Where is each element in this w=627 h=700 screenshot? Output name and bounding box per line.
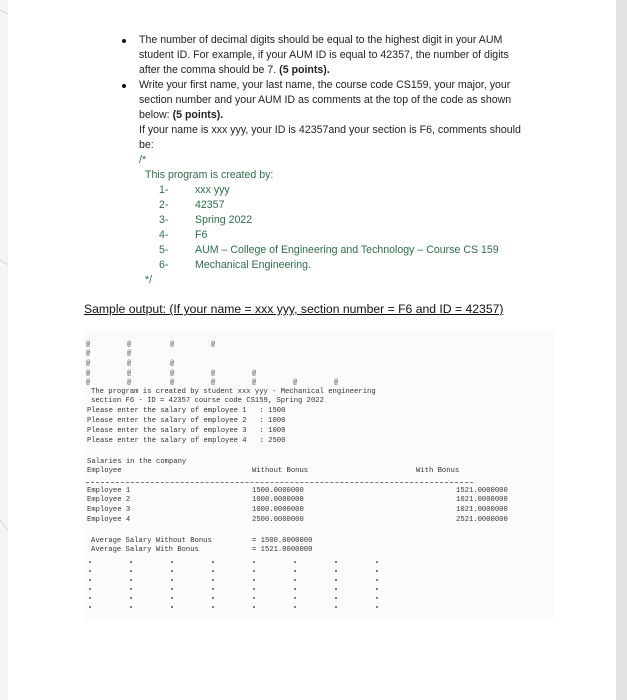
dot-mark <box>253 597 255 599</box>
comment-list <box>139 183 550 273</box>
avg-without-label: Average Salary Without Bonus <box>91 537 212 545</box>
bullet-dot-icon <box>122 84 126 88</box>
instructions <box>122 33 550 288</box>
at-symbol: @ <box>252 370 257 378</box>
dot-mark <box>130 579 132 581</box>
dot-mark <box>294 579 296 581</box>
avg-without-value: = 1500.0000000 <box>252 537 313 545</box>
dot-mark <box>253 606 255 608</box>
dot-mark <box>335 588 337 590</box>
dot-mark <box>171 597 173 599</box>
comment-item-num: 3- <box>159 214 169 226</box>
salaries-title: Salaries in the company <box>87 458 187 466</box>
dot-mark <box>376 579 378 581</box>
bullet-line: The number of decimal digits should be equal to the highest digit in your AUM <box>139 34 503 46</box>
dot-mark <box>89 570 91 572</box>
example-intro: If your name is xxx yyy, your ID is 42357and your section is F6, comments should <box>139 124 521 136</box>
bullet-line: Write your first name, your last name, the course code CS159, your major, your <box>139 79 511 91</box>
at-symbol: @ <box>127 379 132 387</box>
at-symbol: @ <box>334 379 339 387</box>
at-symbol: @ <box>127 360 132 368</box>
row-with-bonus: 1021.0000000 <box>456 496 508 504</box>
dot-mark <box>171 588 173 590</box>
comment-item <box>159 258 550 273</box>
comment-close: */ <box>145 274 153 286</box>
comment-item-num: 6- <box>159 259 169 271</box>
console-prompt: Please enter the salary of employee 4 : 2500 <box>87 437 286 445</box>
dot-mark <box>89 588 91 590</box>
at-symbol: @ <box>252 379 257 387</box>
comment-item <box>159 228 550 243</box>
comment-open: /* <box>139 154 147 166</box>
comment-item-text: 42357 <box>195 199 225 211</box>
comment-item <box>159 213 550 228</box>
console-header-2: section F6 - ID = 42357 course code CS159, Spring 2022 <box>91 397 324 405</box>
at-symbol: @ <box>86 379 91 387</box>
row-without-bonus: 1000.0000000 <box>252 496 304 504</box>
dot-mark <box>130 597 132 599</box>
at-symbol: @ <box>127 341 132 349</box>
row-with-bonus: 1021.0000000 <box>456 506 508 514</box>
comment-item-num: 1- <box>159 184 169 196</box>
dot-mark <box>89 606 91 608</box>
console-prompt: Please enter the salary of employee 3 : 1000 <box>87 427 286 435</box>
dot-mark <box>294 570 296 572</box>
dot-mark <box>89 597 91 599</box>
at-symbol: @ <box>86 350 91 358</box>
points-label: (5 points). <box>279 64 330 76</box>
row-without-bonus: 2500.0000000 <box>252 516 304 524</box>
comment-header: This program is created by: <box>145 169 274 181</box>
dot-mark <box>171 570 173 572</box>
dot-mark <box>130 606 132 608</box>
row-employee-name: Employee 1 <box>87 487 131 495</box>
row-employee-name: Employee 2 <box>87 496 131 504</box>
comment-item-num: 4- <box>159 229 169 241</box>
console-screenshot <box>84 330 554 620</box>
dot-mark <box>212 570 214 572</box>
dot-mark <box>212 579 214 581</box>
at-symbol: @ <box>170 360 175 368</box>
sample-output-title: Sample output: (If your name = xxx yyy, section number = F6 and ID = 42357) <box>84 302 504 316</box>
dot-mark <box>294 588 296 590</box>
row-with-bonus: 1521.0000000 <box>456 487 508 495</box>
at-symbol: @ <box>170 379 175 387</box>
at-symbol: @ <box>293 379 298 387</box>
comment-item-num: 2- <box>159 199 169 211</box>
dot-mark <box>171 561 173 563</box>
dot-mark <box>335 579 337 581</box>
bullet-comments <box>122 78 550 288</box>
comment-item <box>159 183 550 198</box>
at-symbol: @ <box>86 370 91 378</box>
comment-item <box>159 198 550 213</box>
points-label: (5 points). <box>172 109 224 121</box>
dot-mark <box>376 588 378 590</box>
dot-mark <box>294 597 296 599</box>
dot-mark <box>335 597 337 599</box>
at-symbol: @ <box>127 350 132 358</box>
dot-mark <box>335 570 337 572</box>
dot-mark <box>130 570 132 572</box>
dot-mark <box>376 570 378 572</box>
at-symbol: @ <box>211 341 216 349</box>
bullet-line-text: after the comma should be 7. <box>139 64 277 76</box>
page-edge <box>616 0 627 700</box>
comment-item-num: 5- <box>159 244 169 256</box>
col-without-bonus: Without Bonus <box>252 467 309 475</box>
dot-mark <box>335 561 337 563</box>
col-with-bonus: With Bonus <box>416 467 460 475</box>
comment-item-text: F6 <box>195 229 208 241</box>
comment-item-text: xxx yyy <box>195 184 230 196</box>
bullet-line: section number and your AUM ID as comments at the top of the code as shown <box>139 94 512 106</box>
bullet-dot-icon <box>122 39 126 43</box>
row-without-bonus: 1500.0000000 <box>252 487 304 495</box>
example-intro: be: <box>139 139 154 151</box>
at-symbol: @ <box>211 379 216 387</box>
comment-item-text: Mechanical Engineering. <box>195 259 312 271</box>
dot-mark <box>376 606 378 608</box>
dot-mark <box>253 588 255 590</box>
bullet-line <box>139 63 550 78</box>
dot-mark <box>130 561 132 563</box>
dot-mark <box>89 561 91 563</box>
dot-mark <box>171 579 173 581</box>
bullet-line-text: below: <box>139 109 170 121</box>
dot-mark <box>212 597 214 599</box>
dot-mark <box>253 561 255 563</box>
dot-mark <box>89 579 91 581</box>
at-symbol: @ <box>170 341 175 349</box>
dot-mark <box>212 588 214 590</box>
col-employee: Employee <box>87 467 122 475</box>
dot-mark <box>130 588 132 590</box>
at-symbol: @ <box>211 370 216 378</box>
dot-mark <box>376 597 378 599</box>
comment-item-text: Spring 2022 <box>195 214 253 226</box>
at-symbol: @ <box>86 341 91 349</box>
dot-mark <box>253 579 255 581</box>
at-symbol: @ <box>86 360 91 368</box>
avg-with-value: = 1521.0000000 <box>252 546 313 554</box>
dot-mark <box>212 561 214 563</box>
dot-mark <box>171 606 173 608</box>
bullet-line: student ID. For example, if your AUM ID is equal to 42357, the number of digits <box>139 49 509 61</box>
console-prompt: Please enter the salary of employee 1 : 1500 <box>87 407 286 415</box>
dot-mark <box>294 606 296 608</box>
bullet-line <box>139 108 550 123</box>
dot-mark <box>335 606 337 608</box>
comment-item-text: AUM – College of Engineering and Technology – Course CS 159 <box>195 244 499 256</box>
dot-mark <box>294 561 296 563</box>
console-prompt: Please enter the salary of employee 2 : 1000 <box>87 417 286 425</box>
bullet-decimal-digits <box>122 33 550 78</box>
at-symbol: @ <box>127 370 132 378</box>
table-separator <box>86 482 473 483</box>
row-without-bonus: 1000.0000000 <box>252 506 304 514</box>
dot-mark <box>376 561 378 563</box>
console-header-1: The program is created by student xxx yyy - Mechanical engineering <box>91 388 376 396</box>
row-employee-name: Employee 3 <box>87 506 131 514</box>
row-with-bonus: 2521.0000000 <box>456 516 508 524</box>
avg-with-label: Average Salary With Bonus <box>91 546 199 554</box>
row-employee-name: Employee 4 <box>87 516 131 524</box>
comment-item <box>159 243 550 258</box>
dot-mark <box>253 570 255 572</box>
at-symbol: @ <box>170 370 175 378</box>
dot-mark <box>212 606 214 608</box>
